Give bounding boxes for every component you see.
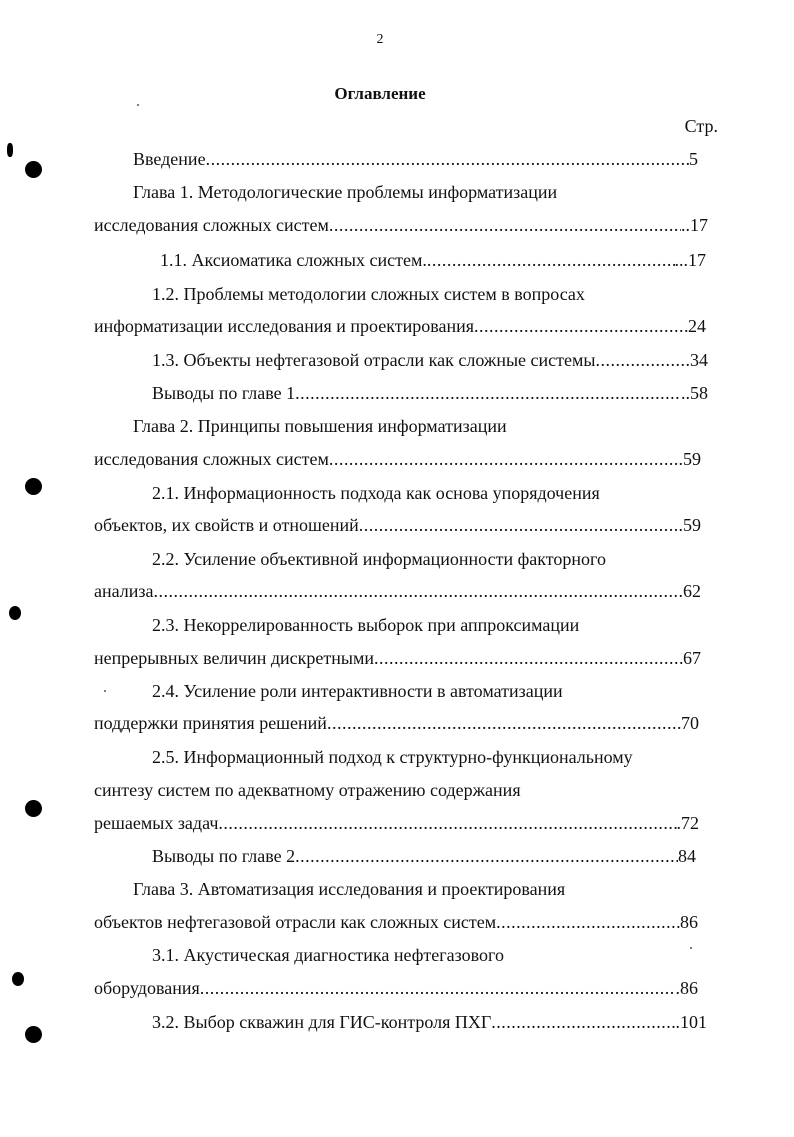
binder-hole-dot [25, 478, 42, 495]
toc-entry-text: 2.4. Усиление роли интерактивности в автоматизации [152, 681, 563, 701]
toc-entry[interactable] [94, 314, 706, 338]
toc-entry-text: Глава 1. Методологические проблемы информатизации [133, 182, 558, 202]
leader-dots [474, 314, 688, 338]
toc-entry-text: анализа [94, 581, 154, 601]
toc-entry-page: 62 [683, 581, 701, 601]
toc-entry-text: решаемых задач [94, 813, 219, 833]
toc-entry-page: 5 [689, 149, 698, 169]
toc-entry-text: объектов нефтегазовой отрасли как сложных систем [94, 912, 497, 932]
toc-entry-page: .101 [675, 1012, 707, 1032]
leader-dots [329, 213, 681, 237]
scan-mark [7, 143, 13, 157]
toc-entry[interactable] [152, 348, 708, 372]
toc-entry-page: ..17 [681, 215, 708, 235]
toc-entry-page: 70 [681, 713, 699, 733]
toc-entry-text: 2.5. Информационный подход к структурно-функциональному [152, 747, 633, 767]
toc-entry[interactable] [94, 579, 701, 603]
leader-dots [295, 381, 681, 405]
toc-entry[interactable] [94, 447, 701, 471]
toc-entry-text: 1.3. Объекты нефтегазовой отрасли как сложные системы [152, 350, 596, 370]
binder-hole-dot [25, 800, 42, 817]
toc-entry-page: ..58 [681, 383, 708, 403]
toc-entry-text: Глава 2. Принципы повышения информатизации [133, 416, 507, 436]
binder-hole-dot [25, 161, 42, 178]
leader-dots [359, 513, 679, 537]
toc-entry-text: 2.2. Усиление объективной информационности факторного [152, 549, 606, 569]
binder-hole-dot [12, 972, 24, 986]
toc-entry-page: .59 [678, 449, 701, 469]
leader-dots [329, 447, 679, 471]
toc-entry-text: 3.2. Выбор скважин для ГИС-контроля ПХГ [152, 1012, 492, 1032]
toc-entry-text: непрерывных величин дискретными [94, 648, 375, 668]
leader-dots [206, 147, 689, 171]
toc-entry-page: 34 [690, 350, 708, 370]
binder-hole-dot [9, 606, 21, 620]
toc-entry-page: .72 [676, 813, 699, 833]
toc-entry[interactable] [94, 976, 698, 1000]
toc-entry-text: исследования сложных систем [94, 215, 329, 235]
toc-entry-page: 86 [680, 912, 698, 932]
leader-dots [374, 646, 683, 670]
leader-dots [491, 1010, 675, 1034]
toc-entry-text: оборудования [94, 978, 200, 998]
toc-entry[interactable] [152, 381, 708, 405]
leader-dots [496, 910, 680, 934]
leader-dots [153, 579, 683, 603]
toc-entry-text: Глава 3. Автоматизация исследования и проектирования [133, 879, 566, 899]
page-column-label: Стр. [684, 116, 718, 136]
binder-hole-dot [25, 1026, 42, 1043]
toc-entry-text: 3.1. Акустическая диагностика нефтегазового [152, 945, 504, 965]
toc-entry[interactable] [94, 811, 699, 835]
toc-entry-page: 67 [683, 648, 701, 668]
toc-entry[interactable] [133, 147, 698, 171]
scan-speck [137, 104, 139, 106]
toc-entry-text: Введение [133, 149, 206, 169]
toc-entry[interactable] [160, 248, 706, 272]
toc-entry-text: 1.1. Аксиоматика сложных систем. [160, 250, 427, 270]
leader-dots [596, 348, 691, 372]
leader-dots [295, 844, 678, 868]
toc-entry[interactable] [94, 513, 701, 537]
toc-entry-page: 24 [688, 316, 706, 336]
toc-entry-text: 2.1. Информационность подхода как основа упорядочения [152, 483, 600, 503]
leader-dots [218, 811, 676, 835]
toc-entry[interactable] [94, 910, 698, 934]
toc-entry-text: 2.3. Некоррелированность выборок при аппроксимации [152, 615, 580, 635]
toc-entry[interactable] [94, 711, 699, 735]
toc-entry-text: поддержки принятия решений [94, 713, 327, 733]
leader-dots [427, 248, 675, 272]
toc-entry-page: ...17 [674, 250, 706, 270]
toc-entry-page: .59 [678, 515, 701, 535]
toc-entry[interactable] [94, 213, 708, 237]
toc-entry[interactable] [94, 646, 701, 670]
scan-speck [104, 690, 106, 692]
toc-entry-text: Выводы по главе 1 [152, 383, 296, 403]
toc-entry-text: 1.2. Проблемы методологии сложных систем в вопросах [152, 284, 585, 304]
toc-entry-text: синтезу систем по адекватному отражению содержания [94, 780, 521, 800]
toc-entry[interactable] [152, 1010, 707, 1034]
toc-entry-page: .86 [675, 978, 698, 998]
toc-entry[interactable] [152, 844, 696, 868]
toc-entry-page: 84 [678, 846, 696, 866]
scan-speck [690, 947, 692, 949]
toc-entry-text: объектов, их свойств и отношений [94, 515, 359, 535]
toc-entry-text: информатизации исследования и проектирования [94, 316, 475, 336]
leader-dots [327, 711, 681, 735]
toc-title: Оглавление [334, 84, 426, 103]
page-number: 2 [376, 32, 384, 47]
toc-entry-text: исследования сложных систем [94, 449, 329, 469]
leader-dots [200, 976, 676, 1000]
toc-entry-text: Выводы по главе 2 [152, 846, 296, 866]
